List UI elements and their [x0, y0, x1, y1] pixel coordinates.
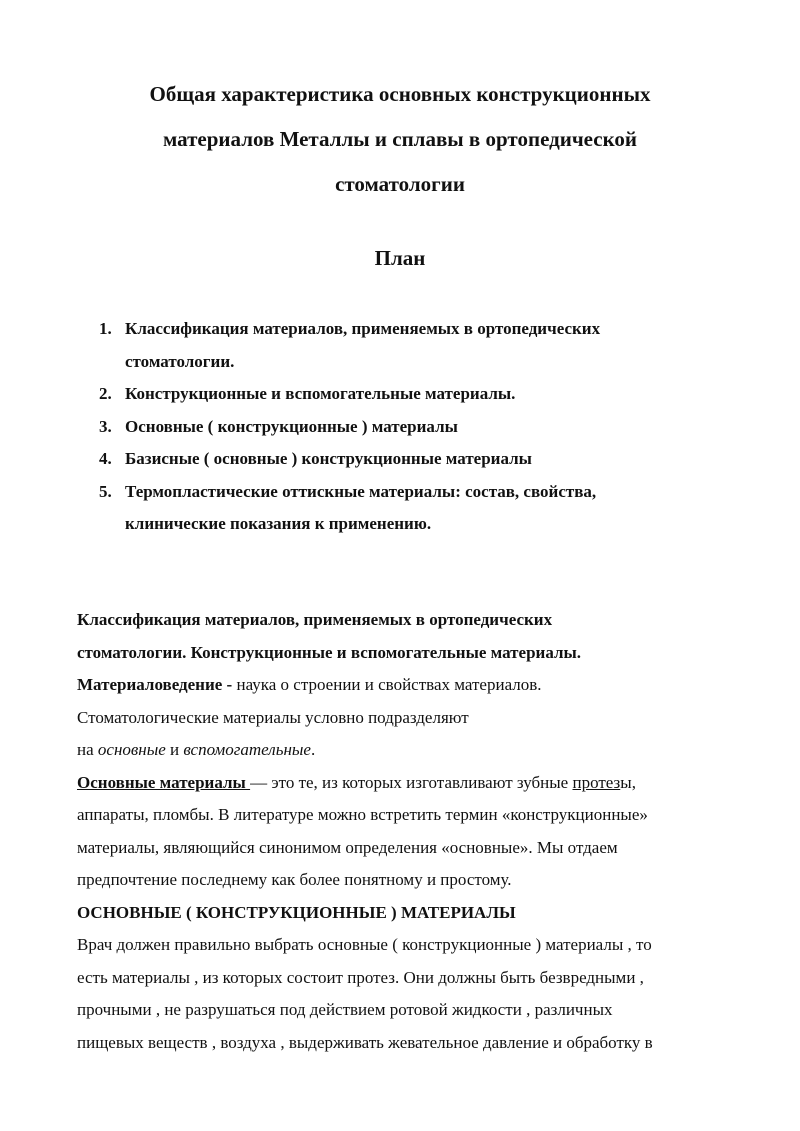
plan-item-text: Основные ( конструкционные ) материалы — [125, 416, 458, 436]
plan-item-number: 1. — [99, 319, 112, 338]
title-line-1: Общая характеристика основных конструкционных — [149, 82, 651, 106]
paragraph-line: прочными , не разрушаться под действием ротовой жидкости , различных — [77, 1000, 613, 1019]
protez-link[interactable]: протез — [572, 772, 621, 792]
plan-item-2 — [0, 378, 685, 411]
caps-section-heading: ОСНОВНЫЕ ( КОНСТРУКЦИОННЫЕ ) МАТЕРИАЛЫ — [77, 902, 516, 922]
text-fragment: на — [77, 740, 98, 759]
plan-item-text: Конструкционные и вспомогательные материалы. — [125, 384, 516, 403]
section-heading: Классификация материалов, применяемых в ортопедических — [77, 610, 553, 629]
italic-term: основные — [97, 740, 166, 759]
definition-text: наука о строении и свойствах материалов. — [236, 675, 542, 694]
definition-term: Материаловедение - — [77, 675, 237, 694]
paragraph-line: аппараты, пломбы. В литературе можно встретить термин «конструкционные» — [77, 805, 648, 824]
plan-item-3 — [0, 411, 685, 444]
paragraph-line — [77, 734, 727, 767]
italic-term: вспомогательные — [183, 740, 311, 759]
title-line-2: материалов Металлы и сплавы в ортопедической — [163, 127, 637, 151]
plan-item-text: Классификация материалов, применяемых в ортопедических — [125, 319, 601, 338]
plan-item-text: Базисные ( основные ) конструкционные материалы — [125, 449, 532, 468]
text-fragment: . — [310, 740, 316, 759]
document-body — [77, 604, 727, 1059]
paragraph-line: предпочтение последнему как более понятному и простому. — [77, 870, 512, 889]
paragraph-line — [77, 767, 727, 800]
paragraph-line: Стоматологические материалы условно подразделяют — [77, 707, 469, 727]
plan-item-5 — [0, 476, 685, 541]
plan-item-text-cont: стоматологии. — [125, 351, 235, 371]
title-line-3: стоматологии — [335, 172, 465, 196]
paragraph-line: пищевых веществ , воздуха , выдерживать жевательное давление и обработку в — [77, 1032, 653, 1052]
text-fragment: ы, — [620, 772, 636, 792]
section-heading-cont: стоматологии. Конструкционные и вспомогательные материалы. — [77, 642, 582, 662]
plan-item-number: 4. — [99, 449, 112, 468]
paragraph-line: Врач должен правильно выбрать основные ( конструкционные ) материалы , то — [77, 935, 652, 954]
plan-item-number: 2. — [99, 384, 112, 403]
document-title — [60, 72, 740, 207]
plan-item-number: 3. — [99, 416, 112, 436]
paragraph-line: есть материалы , из которых состоит протез. Они должны быть безвредными , — [77, 967, 644, 987]
plan-item-4 — [0, 443, 685, 476]
main-materials-term: Основные материалы — [77, 772, 251, 792]
plan-item-number: 5. — [99, 481, 112, 501]
plan-list — [0, 313, 685, 541]
plan-item-text: Термопластические оттискные материалы: состав, свойства, — [125, 481, 597, 501]
plan-item-text-cont: клинические показания к применению. — [125, 514, 432, 533]
paragraph-line: материалы, являющийся синонимом определения «основные». Мы отдаем — [77, 837, 618, 857]
definition-paragraph — [77, 669, 727, 702]
plan-heading: План — [374, 246, 426, 270]
text-fragment: и — [165, 740, 184, 759]
text-fragment: — это те, из которых изготавливают зубные — [250, 772, 573, 792]
plan-item-1 — [0, 313, 685, 378]
